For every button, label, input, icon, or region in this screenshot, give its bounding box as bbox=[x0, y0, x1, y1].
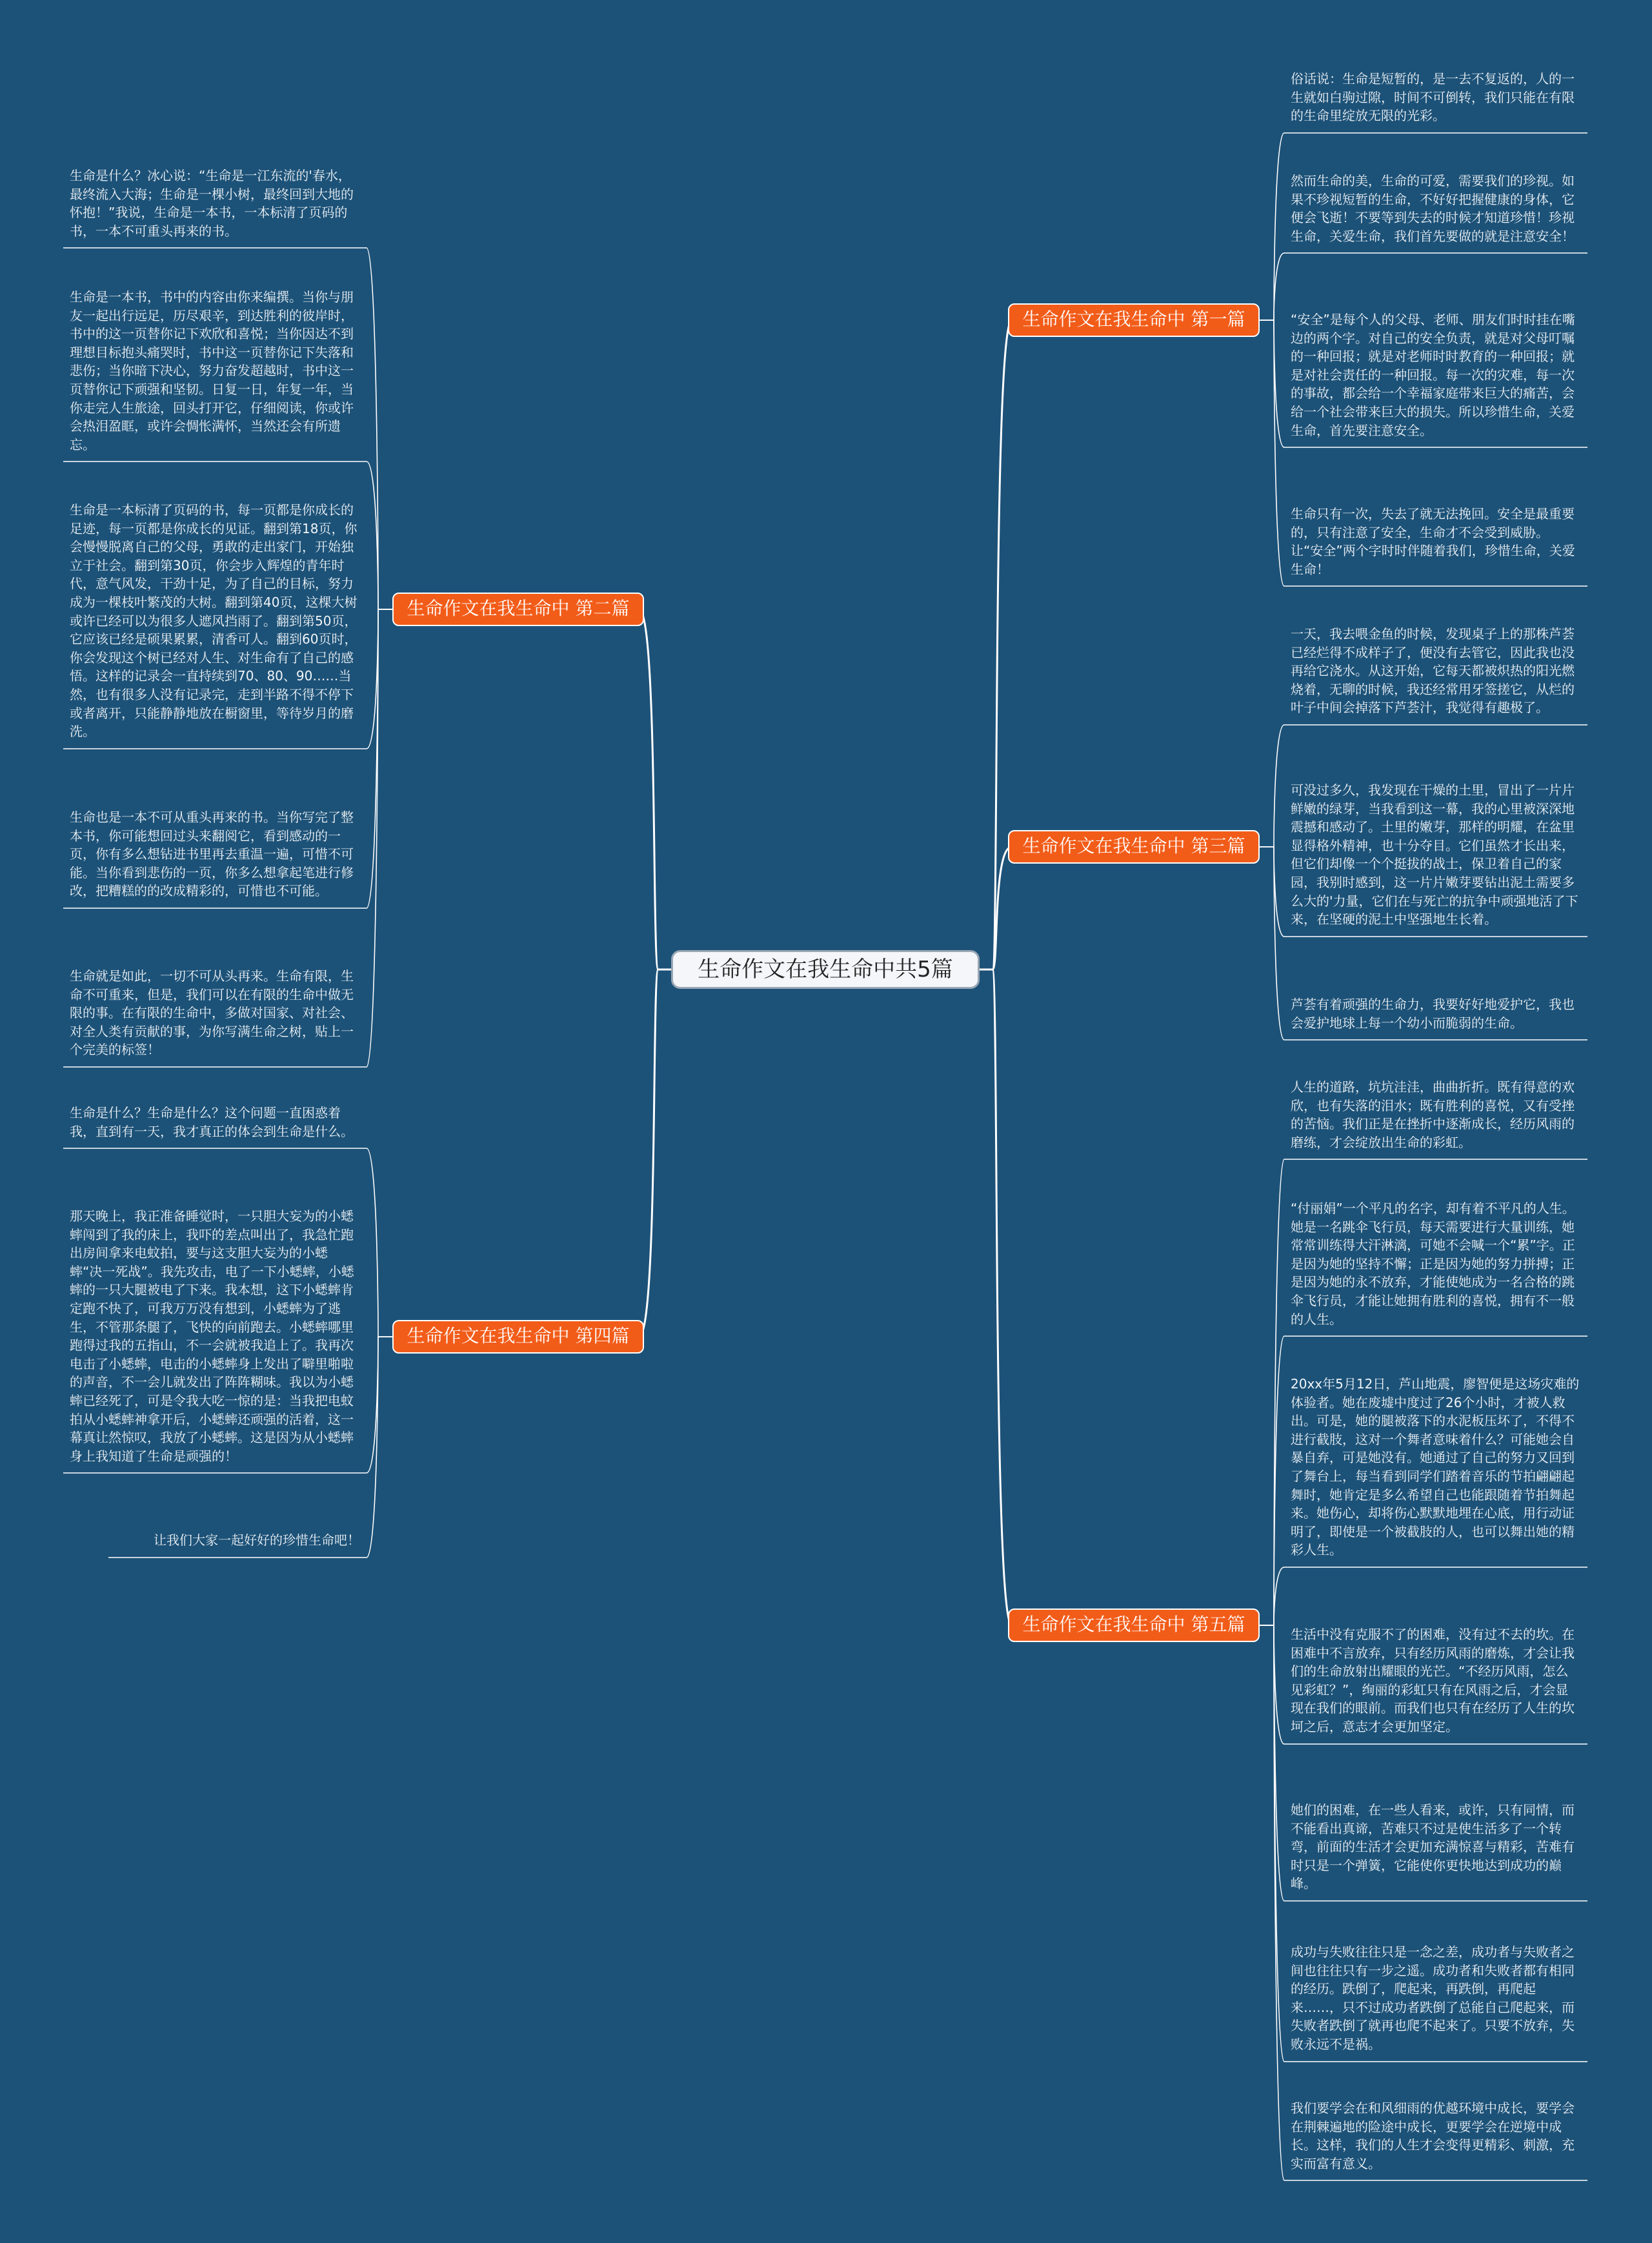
leaf-text: 我们要学会在和风细雨的优越环境中成长，要学会在荆棘遍地的险途中成长，更要学会在逆境中成长。这样，我们的人生才会变得更精彩、刺激，充实而富有意义。 bbox=[1291, 2100, 1575, 2171]
leaf-text: 成功与失败往往只是一念之差，成功者与失败者之间也往往只有一步之遥。成功者和失败者都有相同的经历。跌倒了，爬起来，再跌倒，再爬起来……，只不过成功者跌倒了总能自己爬起来，而失败者跌倒了就再也爬不起来了。只要不放弃，失败永远不是祸。 bbox=[1291, 1944, 1575, 2052]
branch-leaf-link bbox=[1260, 1567, 1587, 1625]
leaf-text: “安全”是每个人的父母、老师、朋友们时时挂在嘴边的两个字。对自己的安全负责，就是对父母叮嘱的一种回报；就是对老师时时教育的一种回报；就是对社会责任的一种回报。每一次的灾难，每一次的事故，都会给一个幸福家庭带来巨大的痛苦，会给一个社会带来巨大的损失。所以珍惜生命，关爱生命，首先要注意安全。 bbox=[1291, 312, 1575, 438]
leaf-text: 那天晚上，我正准备睡觉时，一只胆大妄为的小蟋蟀闯到了我的床上，我吓的差点叫出了，我急忙跑出房间拿来电蚊拍，要与这支胆大妄为的小蟋蟀“决一死战”。我先攻击，电了一下小蟋蟀，小蟋蟀的一只大腿被电了下来。我本想，这下小蟋蟀肯定跑不快了，可我万万没有想到，小蟋蟀为了逃生，不管那条腿了，飞快的向前跑去。小蟋蟀哪里跑得过我的五指山，不一会就被我追上了。我再次电击了小蟋蟀，电击的小蟋蟀身上发出了噼里啪啦的声音，不一会儿就发出了阵阵糊味。我以为小蟋蟀已经死了，可是令我大吃一惊的是：当我把电蚊拍从小蟋蟀神拿开后，小蟋蟀还顽强的活着，这一幕真让然惊叹，我放了小蟋蟀。这是因为从小蟋蟀身上我知道了生命是顽强的！ bbox=[70, 1208, 354, 1464]
root-branch-link bbox=[639, 969, 671, 1337]
leaf-text: 然而生命的美，生命的可爱，需要我们的珍视。如果不珍视短暂的生命，不好好把握健康的身体，它便会飞逝！不要等到失去的时候才知道珍惜！珍视生命，关爱生命，我们首先要做的就是注意安全！ bbox=[1291, 173, 1575, 244]
branch-chapter-4[interactable]: 生命作文在我生命中 第四篇 bbox=[392, 1320, 644, 1354]
leaf-text: 生命是什么？冰心说：“生命是一江东流的'春水，最终流入大海；生命是一棵小树，最终回到大地的怀抱！”我说，生命是一本书，一本标清了页码的书，一本不可重头再来的书。 bbox=[70, 168, 354, 239]
root-branch-link bbox=[639, 609, 671, 969]
leaf-text: 芦荟有着顽强的生命力，我要好好地爱护它，我也会爱护地球上每一个幼小而脆弱的生命。 bbox=[1291, 997, 1575, 1031]
leaf-text: 生命只有一次，失去了就无法挽回。安全是最重要的，只有注意了安全，生命才不会受到威胁。让“安全”两个字时时伴随着我们，珍惜生命，关爱生命！ bbox=[1291, 506, 1575, 577]
leaf-text: 生命就是如此，一切不可从头再来。生命有限，生命不可重来，但是，我们可以在有限的生命中做无限的事。在有限的生命中，多做对国家、对社会、对全人类有贡献的事，为你写满生命之树，贴上一个完美的标签！ bbox=[70, 968, 354, 1058]
leaf-text: 俗话说：生命是短暂的，是一去不复返的，人的一生就如白驹过隙，时间不可倒转，我们只能在有限的生命里绽放无限的光彩。 bbox=[1291, 71, 1575, 124]
leaf-text: “付丽娟”一个平凡的名字，却有着不平凡的人生。她是一名跳伞飞行员，每天需要进行大量训练，她常常训练得大汗淋漓，可她不会喊一个“累”字。正是因为她的坚持不懈；正是因为她的努力拼搏；正是因为她的永不放弃，才能使她成为一名合格的跳伞飞行员，才能让她拥有胜利的喜悦，拥有不一般的人生。 bbox=[1291, 1201, 1575, 1327]
leaf-text: 她们的困难，在一些人看来，或许，只有同情，而不能看出真谛，苦难只不过是使生活多了一个转弯，前面的生活才会更加充满惊喜与精彩，苦难有时只是一个弹簧，它能使你更快地达到成功的巅峰。 bbox=[1291, 1802, 1575, 1892]
branch-chapter-3[interactable]: 生命作文在我生命中 第三篇 bbox=[1008, 830, 1260, 864]
leaf-text: 让我们大家一起好好的珍惜生命吧！ bbox=[154, 1532, 360, 1548]
leaf-text: 人生的道路，坑坑洼洼，曲曲折折。既有得意的欢欣，也有失落的泪水；既有胜利的喜悦，又有受挫的苦恼。我们正是在挫折中逐渐成长，经历风雨的磨练，才会绽放出生命的彩虹。 bbox=[1291, 1079, 1575, 1150]
root-topic[interactable]: 生命作文在我生命中共5篇 bbox=[671, 950, 980, 989]
leaf-text: 生命也是一本不可从重头再来的书。当你写完了整本书，你可能想回过头来翻阅它，看到感动的一页，你有多么想钻进书里再去重温一遍，可惜不可能。当你看到悲伤的一页，你多么想拿起笔进行修改，把糟糕的的改成精彩的，可惜也不可能。 bbox=[70, 809, 354, 899]
leaf-text: 生命是一本书，书中的内容由你来编撰。当你与朋友一起出行远足，历尽艰辛，到达胜利的彼岸时，书中的这一页替你记下欢欣和喜悦；当你因达不到理想目标抱头痛哭时，书中这一页替你记下失落和悲伤；当你暗下决心，努力奋发超越时，书中这一页替你记下顽强和坚韧。日复一日，年复一年，当你走完人生旅途，回头打开它，仔细阅读，你或许会热泪盈眶，或许会惆怅满怀，当然还会有所遗忘。 bbox=[70, 289, 354, 452]
branch-chapter-5[interactable]: 生命作文在我生命中 第五篇 bbox=[1008, 1609, 1260, 1642]
branch-chapter-1[interactable]: 生命作文在我生命中 第一篇 bbox=[1008, 303, 1260, 337]
leaf-text: 一天，我去喂金鱼的时候，发现桌子上的那株芦荟已经烂得不成样子了，便没有去管它，因此我也没再给它浇水。从这开始，它每天都被炽热的阳光燃烧着，无聊的时候，我还经常用牙签搓它，从烂的叶子中间会掉落下芦荟汁，我觉得有趣极了。 bbox=[1291, 626, 1575, 716]
branch-chapter-2[interactable]: 生命作文在我生命中 第二篇 bbox=[392, 593, 644, 626]
leaf-text: 生活中没有克服不了的困难，没有过不去的坎。在困难中不言放弃，只有经历风雨的磨炼，才会让我们的生命放射出耀眼的光芒。“不经历风雨，怎么见彩虹？”，绚丽的彩虹只有在风雨之后，才会显现在我们的眼前。而我们也只有在经历了人生的坎坷之后，意志才会更加坚定。 bbox=[1291, 1627, 1575, 1734]
leaf-text: 生命是一本标清了页码的书，每一页都是你成长的足迹，每一页都是你成长的见证。翻到第18页，你会慢慢脱离自己的父母，勇敢的走出家门，开始独立于社会。翻到第30页，你会步入辉煌的青年时代，意气风发，干劲十足，为了自己的目标，努力成为一棵枝叶繁茂的大树。翻到第40页，这棵大树或许已经可以为很多人遮风挡雨了。翻到第50页，它应该已经是硕果累累，清香可人。翻到60页时，你会发现这个树已经对人生、对生命有了自己的感悟。这样的记录会一直持续到70、80、90……当然，也有很多人没有记录完，走到半路不得不停下或者离开，只能静静地放在橱窗里，等待岁月的磨洗。 bbox=[70, 502, 358, 740]
leaf-text: 可没过多久，我发现在干燥的土里，冒出了一片片鲜嫩的绿芽，当我看到这一幕，我的心里被深深地震撼和感动了。土里的嫩芽，那样的明耀，在盆里显得格外精神，也十分夺目。它们虽然才长出来，但它们却像一个个挺拔的战士，保卫着自己的家园，我别时感到，这一片片嫩芽要钻出泥土需要多么大的'力量，它们在与死亡的抗争中顽强地活了下来，在坚硬的泥土中坚强地生长着。 bbox=[1291, 782, 1578, 928]
leaf-text: 20xx年5月12日，芦山地震，廖智便是这场灾难的体验者。她在废墟中度过了26个小时，才被人救出。可是，她的腿被落下的水泥板压坏了，不得不进行截肢，这对一个舞者意味着什么？可能她会自暴自弃，可是她没有。她通过了自己的努力又回到了舞台上，每当看到同学们踏着音乐的节拍翩翩起舞时，她肯定是多么希望自己也能跟随着节拍舞起来。她伤心，却将伤心默默地埋在心底，用行动证明了，即使是一个被截肢的人，也可以舞出她的精彩人生。 bbox=[1291, 1376, 1580, 1558]
root-branch-link bbox=[980, 969, 1012, 1625]
leaf-text: 生命是什么？生命是什么？这个问题一直困惑着我，直到有一天，我才真正的体会到生命是什么。 bbox=[70, 1105, 354, 1139]
root-branch-link bbox=[980, 320, 1012, 969]
